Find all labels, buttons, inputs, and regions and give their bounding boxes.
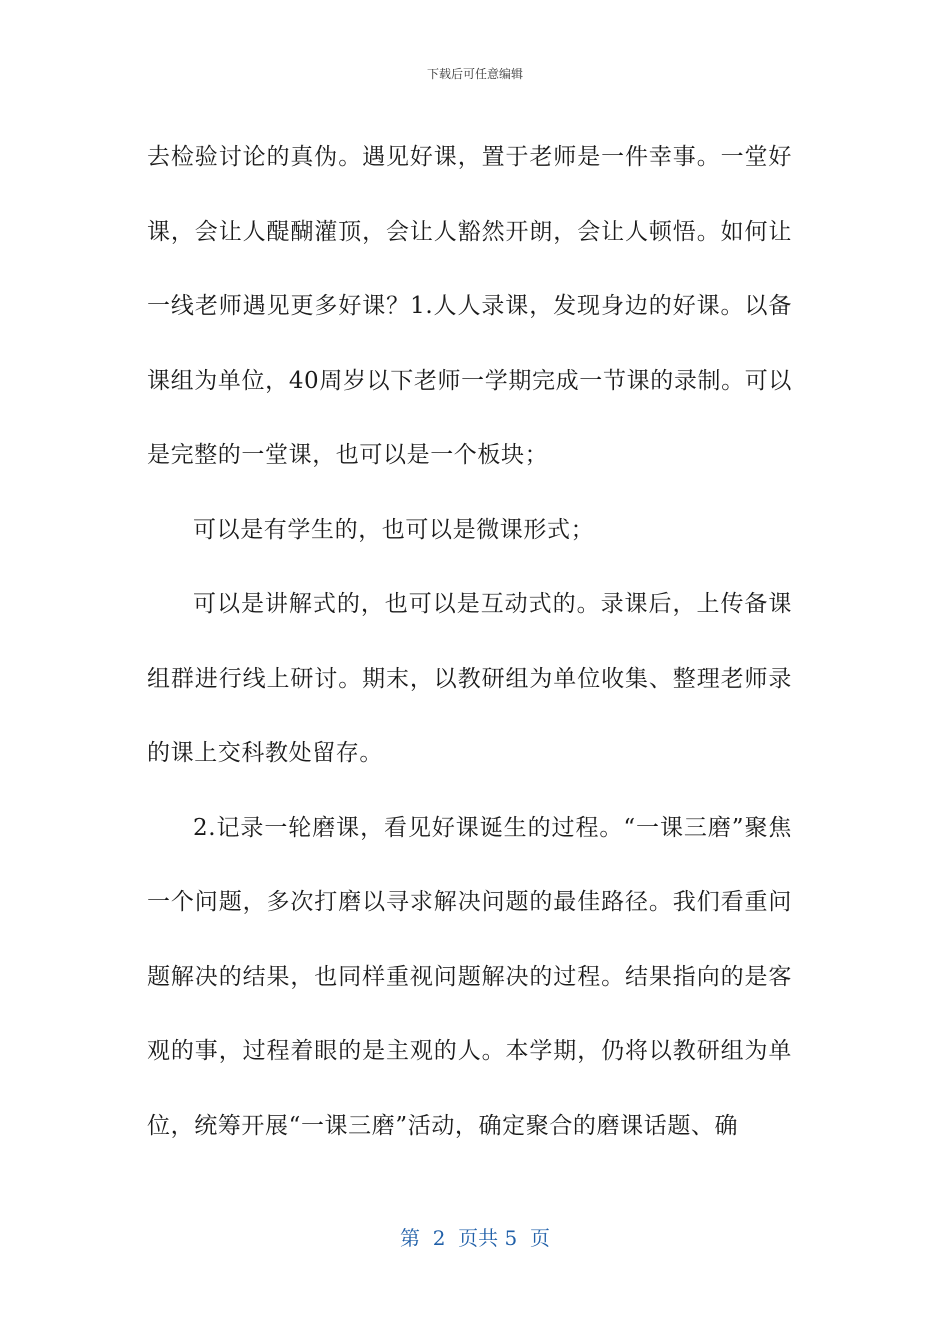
page-number: 第 2 页共 5 页 xyxy=(400,1226,550,1250)
paragraph: 可以是讲解式的，也可以是互动式的。录课后，上传备课组群进行线上研讨。期末，以教研组为单位收集、整理老师录的课上交科教处留存。 xyxy=(147,591,792,766)
paragraph: 去检验讨论的真伪。遇见好课，置于老师是一件幸事。一堂好课，会让人醍醐灌顶，会让人豁然开朗，会让人顿悟。如何让一线老师遇见更多好课？1.人人录课，发现身边的好课。以备课组为单位，40周岁以下老师一学期完成一节课的录制。可以是完整的一堂课，也可以是一个板块； xyxy=(147,144,792,468)
paragraph: 2.记录一轮磨课，看见好课诞生的过程。“一课三磨”聚焦一个问题，多次打磨以寻求解决问题的最佳路径。我们看重问题解决的结果，也同样重视问题解决的过程。结果指向的是客观的事，过程着眼的是主观的人。本学期，仍将以教研组为单位，统筹开展“一课三磨”活动，确定聚合的磨课话题、确 xyxy=(147,814,792,1139)
page-header: 下载后可任意编辑 xyxy=(426,67,523,81)
paragraph: 可以是有学生的，也可以是微课形式； xyxy=(193,516,595,543)
document-body xyxy=(147,120,792,1163)
